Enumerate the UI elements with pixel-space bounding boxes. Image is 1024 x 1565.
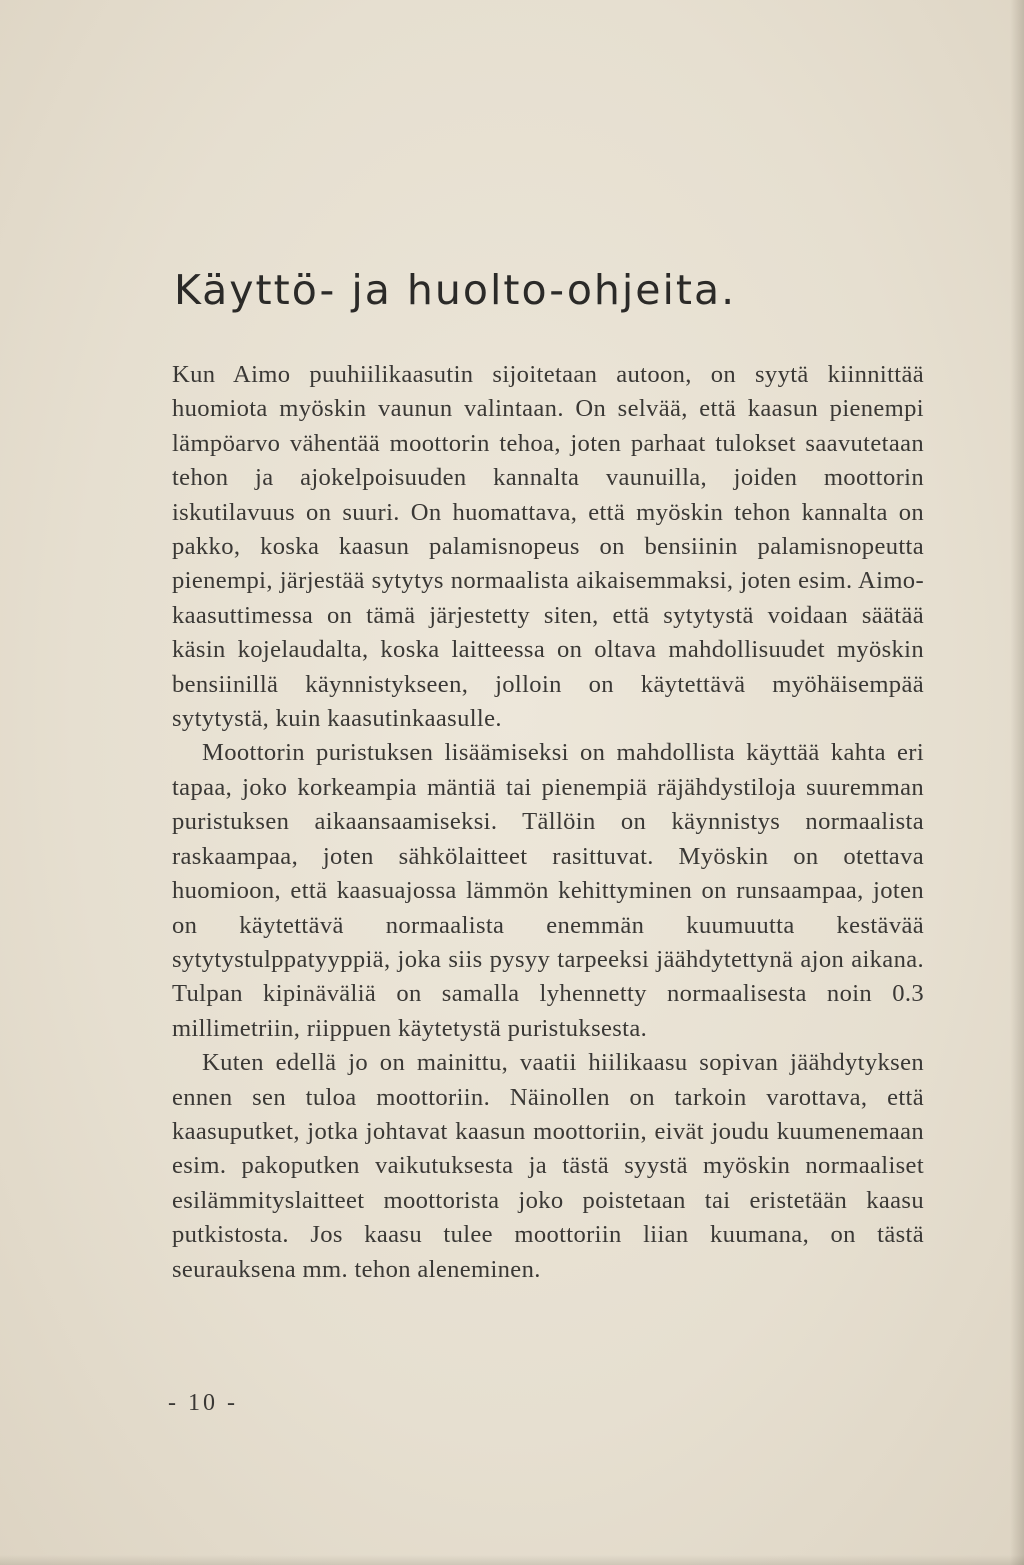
page-bottom-shadow <box>0 1555 1024 1565</box>
page-edge-shadow <box>1010 0 1024 1565</box>
paragraph-2: Moottorin puristuksen lisäämiseksi on mahdollista käyttää kahta eri tapaa, joko korkeampia mäntiä tai pienempiä räjähdystiloja suuremman puristuksen aikaansaamiseksi. Tällöin on käynnistys normaalista raskaampaa, joten sähkölaitteet rasittuvat. Myöskin on otettava huomioon, että kaasuajossa lämmön kehittyminen on runsaampaa, joten on käytettävä normaalista enemmän kuumuutta kestävää sytytystulppatyyppiä, joka siis pysyy tarpeeksi jäähdytettynä ajon aikana. Tulpan kipinäväliä on samalla lyhennetty normaalisesta noin 0.3 millimetriin, riippuen käytetystä puristuksesta. <box>172 739 924 1042</box>
paragraph-3: Kuten edellä jo on mainittu, vaatii hiilikaasu sopivan jäähdytyksen ennen sen tuloa moottoriin. Näinollen on tarkoin varottava, että kaasuputket, jotka johtavat kaasun moottoriin, eivät joudu kuumenemaan esim. pakoputken vaikutuksesta ja tästä syystä myöskin normaaliset esilämmityslaitteet moottorista joko poistetaan tai eristetään kaasu putkistosta. Jos kaasu tulee moottoriin liian kuumana, on tästä seurauksena mm. tehon aleneminen. <box>172 1049 924 1283</box>
body-text <box>172 358 924 1287</box>
page-heading: Käyttö- ja huolto-ohjeita. <box>174 266 737 314</box>
page-number: - 10 - <box>168 1390 238 1416</box>
paragraph-1: Kun Aimo puuhiilikaasutin sijoitetaan autoon, on syytä kiinnittää huomiota myöskin vaunun valintaan. On selvää, että kaasun pienempi lämpöarvo vähentää moottorin tehoa, joten parhaat tulokset saavutetaan tehon ja ajokelpoisuuden kannalta vaunuilla, joiden moottorin iskutilavuus on suuri. On huomattava, että myöskin tehon kannalta on pakko, koska kaasun palamisnopeus on bensiinin palamisnopeutta pienempi, järjestää sytytys normaalista aikaisemmaksi, joten esim. Aimo-kaasuttimessa on tämä järjestetty siten, että sytytystä voidaan säätää käsin kojelaudalta, koska laitteessa on oltava mahdollisuudet myöskin bensiinillä käynnistykseen, jolloin on käytettävä myöhäisempää sytytystä, kuin kaasutinkaasulle. <box>172 361 924 733</box>
